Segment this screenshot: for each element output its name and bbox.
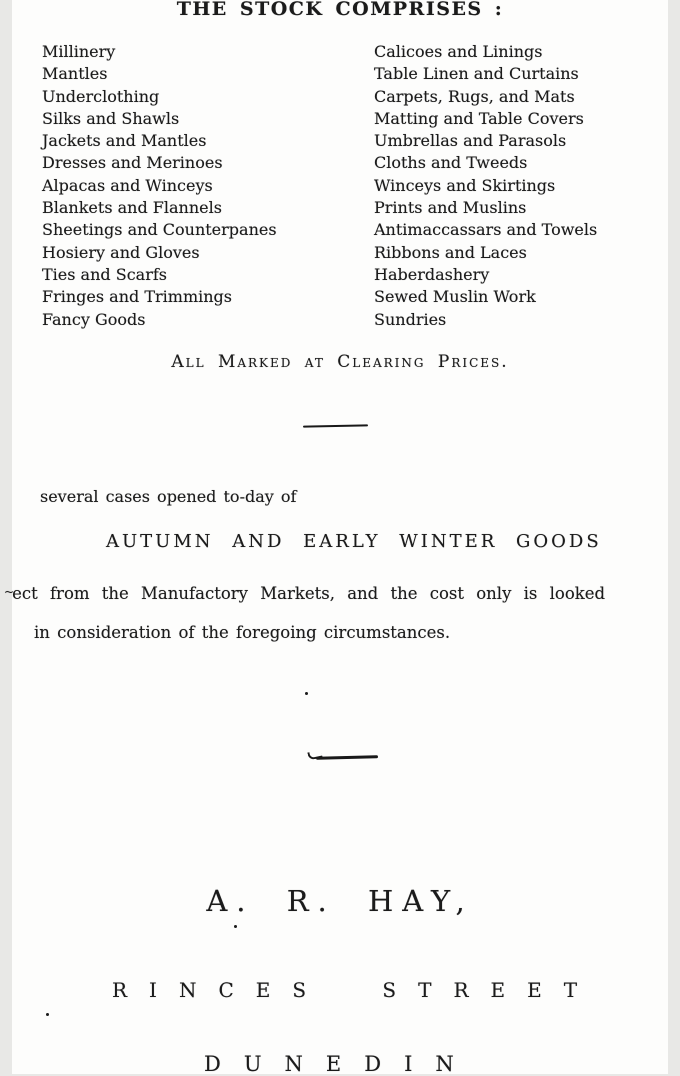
stock-item: Matting and Table Covers	[374, 108, 584, 128]
stock-item: Jackets and Mantles	[42, 131, 207, 151]
divider-rule-top	[303, 424, 368, 427]
ink-speck	[234, 925, 237, 928]
stock-item: Ties and Scarfs	[42, 264, 167, 284]
stock-item: Blankets and Flannels	[42, 198, 222, 218]
stock-item: Sheetings and Counterpanes	[42, 220, 277, 240]
scanned-advertisement-page	[4, 0, 668, 1076]
stock-item: Hosiery and Gloves	[42, 242, 200, 262]
stock-item: Sundries	[374, 309, 447, 329]
ink-speck	[46, 1013, 49, 1016]
page-title: THE STOCK COMPRISES :	[176, 0, 504, 20]
stock-item: Umbrellas and Parasols	[374, 131, 567, 151]
ink-speck	[305, 692, 308, 695]
stock-item: Alpacas and Winceys	[42, 175, 213, 195]
divider-rule-bottom	[316, 755, 378, 760]
notice-intro-line: several cases opened to-day of	[40, 487, 297, 506]
damaged-word-fragment: ~	[4, 585, 13, 599]
stock-item: Haberdashery	[374, 264, 490, 284]
stock-item: Calicoes and Linings	[374, 42, 543, 61]
stock-item: Dresses and Merinoes	[42, 153, 223, 173]
stock-item: Prints and Muslins	[374, 198, 527, 218]
stock-item: Antimaccassars and Towels	[374, 220, 598, 240]
stock-item: Ribbons and Laces	[374, 242, 527, 262]
notice-body-line-2: in consideration of the foregoing circumstances.	[34, 623, 451, 642]
stock-item: Sewed Muslin Work	[374, 287, 536, 307]
merchant-name: A. R. HAY,	[206, 884, 474, 918]
stock-item: Carpets, Rugs, and Mats	[374, 86, 575, 106]
stock-item: Mantles	[42, 64, 108, 84]
stock-item: Winceys and Skirtings	[374, 175, 556, 195]
stock-item: Silks and Shawls	[42, 108, 180, 128]
notice-body-line-1-text: ect from the Manufactory Markets, and the cost only is looked	[12, 584, 606, 603]
stock-item: Table Linen and Curtains	[374, 64, 579, 84]
stock-list-left-column	[42, 41, 277, 331]
stock-item: Millinery	[42, 42, 116, 61]
notice-body-line-1	[4, 584, 680, 603]
stock-item: Cloths and Tweeds	[374, 153, 528, 173]
stock-item: Fringes and Trimmings	[42, 287, 233, 307]
city-line: DUNEDIN	[204, 1052, 477, 1076]
stock-list-right-column	[374, 41, 597, 331]
autumn-winter-goods-heading: AUTUMN AND EARLY WINTER GOODS	[106, 531, 602, 552]
stock-item: Underclothing	[42, 86, 160, 106]
stock-item: Fancy Goods	[42, 309, 146, 329]
street-address-line: RINCES STREET	[112, 978, 600, 1002]
clearing-prices-tagline: All Marked at Clearing Prices.	[171, 352, 509, 372]
